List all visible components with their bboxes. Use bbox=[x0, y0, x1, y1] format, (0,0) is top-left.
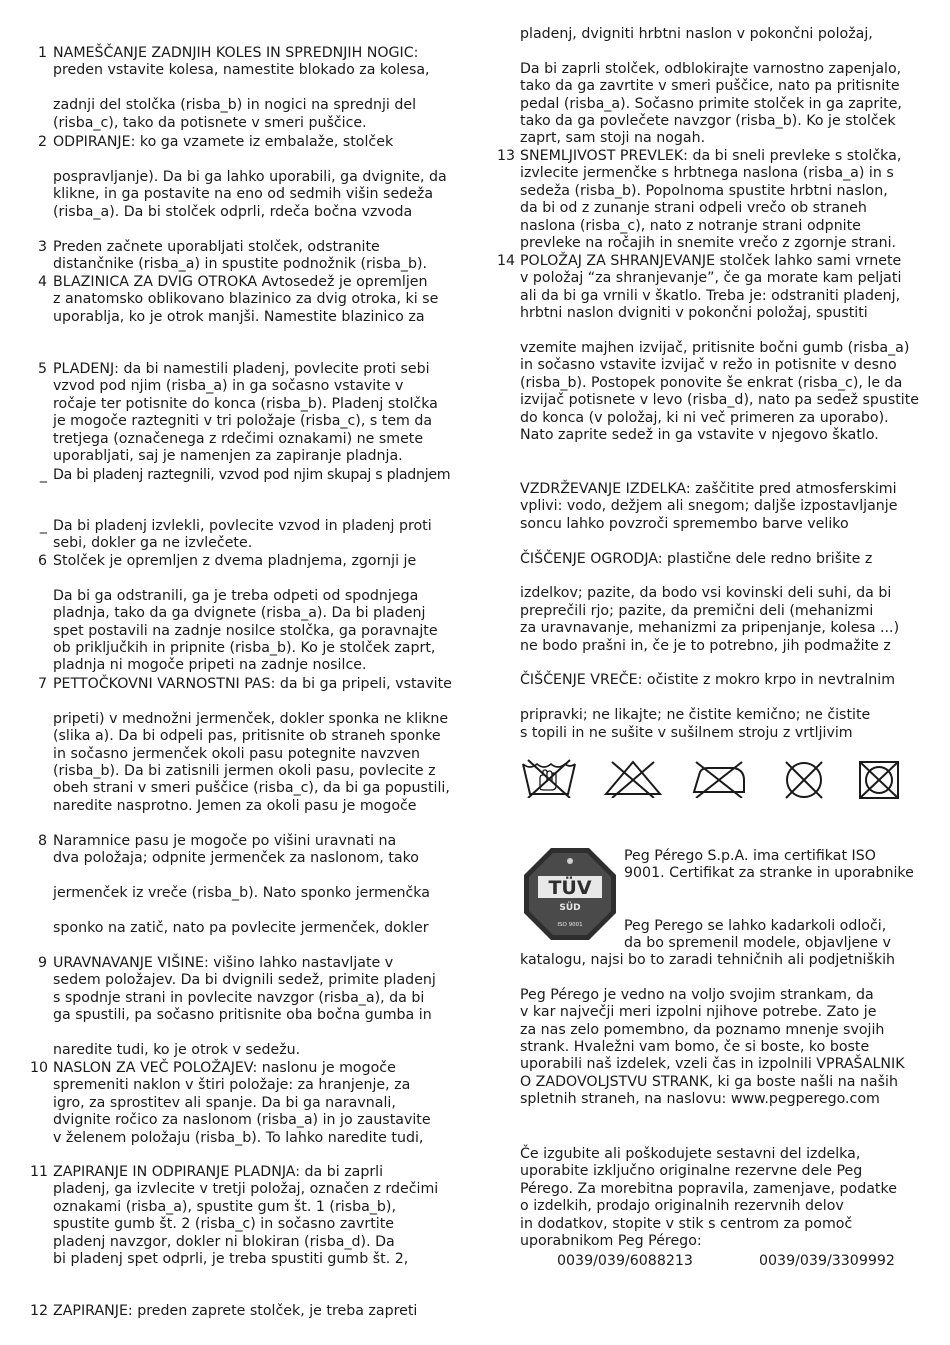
section-14 bbox=[497, 253, 927, 444]
maintenance-section bbox=[497, 481, 927, 742]
section-text: NAMEŠČANJE ZADNJIH KOLES IN SPREDNJIH NOGIC: preden vstavite kolesa, namestite blokado za kolesa, zadnji del stolčka (risba_b) in nogici na sprednji del (risba_c), tako da potisnete v smeri puščice. bbox=[53, 45, 430, 131]
section-5 bbox=[30, 361, 458, 465]
section-12-continued bbox=[497, 26, 927, 148]
section-text: Peg Pérego S.p.A. ima certifikat ISO 9001. Certifikat za stranke in uporabnike Peg Perego se lahko kadarkoli odloči, da bo spremenil modele, objavljene v bbox=[624, 848, 914, 952]
section-number: 1 bbox=[37, 45, 47, 61]
section-text: pladenj, dvigniti hrbtni naslon v pokončni položaj, Da bi zaprli stolček, odblokirajte varnostno zapenjalo, tako da ga zavrtite v smeri puščice, nato pa pritisnite pedal (risba_a). Sočasno primite stolček in ga zaprite, tako da ga povlečete navzgor (risba_b). Ko je stolček zaprt, sam stoji na nogah. bbox=[520, 26, 902, 147]
section-10 bbox=[30, 1060, 458, 1147]
section-text: ODPIRANJE: ko ga vzamete iz embalaže, stolček pospravljanje). Da bi ga lahko uporabili, ga dvignite, da klikne, in ga postavite na eno od sedmih višin sedeža (risba_a). Da bi stolček odprli, rdeča bočna vzvoda bbox=[53, 134, 447, 220]
section-5-note-a bbox=[30, 467, 458, 484]
hand-wash-icon bbox=[520, 758, 578, 798]
section-text: URAVNAVANJE VIŠINE: višino lahko nastavljate v sedem položajev. Da bi dvignili sedež, primite pladenj s spodnje strani in povlecite navzgor (risba_a), da bi ga spustili, pa sočasno pritisnite oba bočna gumba in naredite tudi, ko je otrok v sedežu. bbox=[53, 955, 436, 1059]
section-number: _ bbox=[39, 467, 47, 483]
section-number: 4 bbox=[37, 274, 47, 290]
section-2 bbox=[30, 134, 458, 221]
tuv-iso: ISO 9001 bbox=[557, 922, 583, 928]
section-11 bbox=[30, 1164, 458, 1268]
section-1 bbox=[30, 45, 458, 132]
section-number: 13 bbox=[497, 148, 516, 164]
customer-service-text bbox=[497, 952, 927, 1109]
no-dry-clean-icon bbox=[780, 758, 828, 802]
section-text: ZAPIRANJE IN ODPIRANJE PLADNJA: da bi zaprli pladenj, ga izvlecite v tretji položaj, označen z rdečimi oznakami (risba_a), spustite gum št. 1 (risba_b), spustite gumb št. 2 (risba_c) in sočasno zavrtite pladenj navzgor, dokler ni blokiran (risba_d). Da bi pladenj spet odprli, je treba spustiti gumb št. 2, bbox=[53, 1164, 439, 1268]
section-number: 5 bbox=[37, 361, 47, 377]
section-12 bbox=[30, 1303, 458, 1320]
no-bleach-icon bbox=[602, 758, 664, 798]
tuv-brand: TÜV bbox=[548, 877, 592, 899]
section-text: BLAZINICA ZA DVIG OTROKA Avtosedež je opremljen z anatomsko oblikovano blazinico za dvig otroka, ki se uporablja, ko je otrok manjši. Namestite blazinico za bbox=[53, 274, 439, 325]
section-13 bbox=[497, 148, 927, 252]
section-number: 6 bbox=[37, 553, 47, 569]
section-text: Da bi pladenj raztegnili, vzvod pod njim skupaj s pladnjem bbox=[53, 467, 451, 483]
section-text: Da bi pladenj izvlekli, povlecite vzvod in pladenj proti sebi, dokler ga ne izvlečete. bbox=[53, 518, 432, 552]
section-text: SNEMLJIVOST PREVLEK: da bi sneli prevleke s stolčka, izvlecite jermenčke s hrbtnega naslona (risba_a) in s sedeža (risba_b). Popolnoma spustite hrbtni naslon, da bi od z zunanje strani odpeli vrečo ob straneh naslona (risba_c), nato z notranje strani odpnite prevleke na ročajih in snemite vrečo z zgornje strani. bbox=[520, 148, 902, 252]
section-text: katalogu, najsi bo to zaradi tehničnih ali podjetniških Peg Pérego je vedno na voljo svojim strankam, da v kar največji meri izpolni njihove potrebe. Zato je za nas zelo pomembno, da poznamo mnenje svojih strank. Hvaležni vam bomo, če si boste, ko boste uporabili naš izdelek, vzeli čas in izpolnili VPRAŠALNIK O ZADOVOLJSTVU STRANK, ki ga boste našli na naših spletnih straneh, na naslovu: www.pegperego.com bbox=[520, 952, 905, 1108]
section-number: 8 bbox=[37, 833, 47, 849]
care-symbols bbox=[520, 758, 930, 804]
tuv-sub: SÜD bbox=[559, 903, 581, 913]
section-3 bbox=[30, 239, 458, 274]
section-7 bbox=[30, 676, 458, 815]
section-6 bbox=[30, 553, 458, 675]
phone-number: 0039/039/3309992 bbox=[759, 1253, 895, 1269]
section-text: NASLON ZA VEČ POLOŽAJEV: naslonu je mogoče spremeniti naklon v štiri položaje: za hranjenje, za igro, za sprostitev ali spanje. Da bi ga naravnali, dvignite ročico za naslonom (risba_a) in jo zaustavite v želenem položaju (risba_b). To lahko naredite tudi, bbox=[53, 1060, 431, 1146]
certificate-text bbox=[624, 848, 927, 952]
section-text: Če izgubite ali poškodujete sestavni del izdelka, uporabite izključno originalne rezervne dele Peg Pérego. Za morebitna popravila, zamenjave, podatke o izdelkih, prodajo originalnih rezervnih delov in dodatkov, stopite v stik s centrom za pomoč uporabnikom Peg Pérego: bbox=[520, 1146, 897, 1250]
spare-parts-text bbox=[497, 1146, 927, 1250]
section-text: PLADENJ: da bi namestili pladenj, povlecite proti sebi vzvod pod njim (risba_a) in ga sočasno vstavite v ročaje ter potisnite do konca (risba_b). Pladenj stolčka je mogoče raztegniti v tri položaje (risba_c), s tem da tretjega (označenega z rdečimi oznakami) ne smete uporabljati, saj je namenjen za zapiranje pladnja. bbox=[53, 361, 438, 465]
section-number: 9 bbox=[37, 955, 47, 971]
section-number: 11 bbox=[30, 1164, 49, 1180]
section-text: PETTOČKOVNI VARNOSTNI PAS: da bi ga pripeli, vstavite pripeti) v mednožni jermenček, dokler sponka ne klikne (slika a). Da bi odpeli pas, pritisnite ob straneh sponke in sočasno jermenček okoli pasu potegnite navzven (risba_b). Da bi zatisnili jermen okoli pasu, povlecite z obeh strani v smeri puščice (risba_c), da bi ga popustili, naredite nasprotno. Jemen za okoli pasu je mogoče bbox=[53, 676, 452, 814]
section-number: 7 bbox=[37, 676, 47, 692]
section-number: 3 bbox=[37, 239, 47, 255]
section-5-note-b bbox=[30, 518, 458, 553]
no-iron-icon bbox=[688, 758, 750, 798]
section-number: 10 bbox=[30, 1060, 49, 1076]
phone-number: 0039/039/6088213 bbox=[557, 1253, 693, 1269]
no-tumble-dry-icon bbox=[856, 758, 902, 802]
section-number: 14 bbox=[497, 253, 516, 269]
section-number: 2 bbox=[37, 134, 47, 150]
section-text: Preden začnete uporabljati stolček, odstranite distančnike (risba_a) in spustite podnožnik (risba_b). bbox=[53, 239, 428, 273]
section-8 bbox=[30, 833, 458, 937]
section-text: VZDRŽEVANJE IZDELKA: zaščitite pred atmosferskimi vplivi: vodo, dežjem ali snegom; daljše izpostavljanje soncu lahko povzroči spremembo barve veliko ČIŠČENJE OGRODJA: plastične dele redno brišite z izdelkov; pazite, da bodo vsi kovinski deli suhi, da bi preprečili rjo; pazite, da premični deli (mehanizmi za uravnavanje, mehanizmi za pripenjanje, kolesa ...) ne bodo prašni in, če je to potrebno, jih podmažite z ČIŠČENJE VREČE: očistite z mokro krpo in nevtralnim pripravki; ne likajte; ne čistite kemično; ne čistite s topili in ne sušite v sušilnem stroju z vrtljivim bbox=[520, 481, 900, 741]
section-text: Stolček je opremljen z dvema pladnjema, zgornji je Da bi ga odstranili, ga je treba odpeti od spodnjega pladnja, tako da ga dvignete (risba_a). Da bi pladenj spet postavili na zadnje nosilce stolčka, ga poravnajte ob priključkih in pripnite (risba_b). Ko je stolček zaprt, pladnja ni mogoče pripeti na zadnje nosilce. bbox=[53, 553, 438, 674]
section-text: ZAPIRANJE: preden zaprete stolček, je treba zapreti bbox=[53, 1303, 418, 1319]
section-number: _ bbox=[39, 518, 47, 534]
section-text: Naramnice pasu je mogoče po višini uravnati na dva položaja; odpnite jermenček za naslonom, tako jermenček iz vreče (risba_b). Nato sponko jermenčka sponko na zatič, nato pa povlecite jermenček, dokler bbox=[53, 833, 430, 937]
section-text: POLOŽAJ ZA SHRANJEVANJE stolček lahko sami vrnete v položaj “za shranjevanje”, če ga morate kam peljati ali da bi ga vrnili v škatlo. Treba je: odstraniti pladenj, hrbtni naslon dvigniti v pokončni položaj, spustiti vzemite majhen izvijač, pritisnite bočni gumb (risba_a) in sočasno vstavite izvijač v režo in potisnite v desno (risba_b). Postopek ponovite še enkrat (risba_c), le da izvijač potisnete v levo (risba_d), nato pa sedež spustite do konca (v položaj, ki ni več primeren za uporabo). Nato zaprite sedež in ga vstavite v njegovo škatlo. bbox=[520, 253, 920, 444]
section-9 bbox=[30, 955, 458, 1059]
section-number: 12 bbox=[30, 1303, 49, 1319]
section-4 bbox=[30, 274, 458, 326]
tuv-sud-certification-logo bbox=[524, 848, 616, 940]
